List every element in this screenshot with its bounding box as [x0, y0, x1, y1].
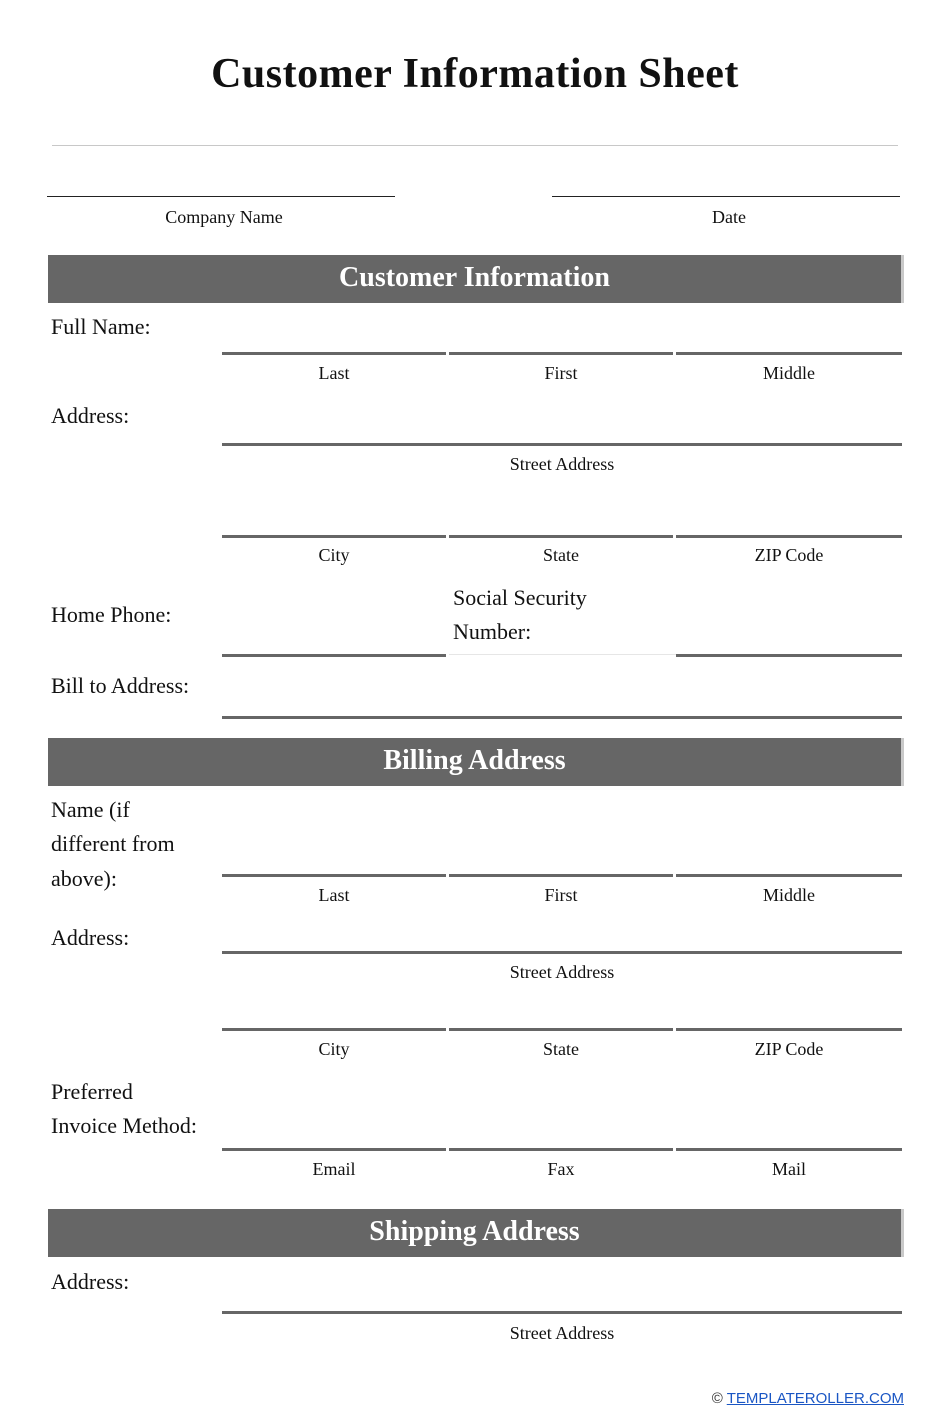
invoice-email-field[interactable]: [222, 1148, 446, 1151]
invoice-email-caption: Email: [312, 1159, 356, 1179]
billing-name-label-line2: different from: [51, 831, 175, 856]
last-name-field[interactable]: [222, 352, 446, 355]
date-field[interactable]: [552, 196, 900, 197]
city-caption: City: [318, 545, 350, 565]
shipping-street-address-caption: Street Address: [509, 1323, 615, 1343]
last-caption: Last: [318, 363, 350, 383]
page-title: Customer Information Sheet: [211, 51, 739, 97]
ssn-label-line1: Social Security: [453, 585, 587, 610]
zip-caption: ZIP Code: [754, 545, 824, 565]
middle-caption: Middle: [763, 363, 815, 383]
copyright-symbol: ©: [711, 1390, 723, 1407]
full-name-label: Full Name:: [51, 314, 151, 339]
billing-zip-caption: ZIP Code: [754, 1039, 824, 1059]
state-caption: State: [543, 545, 579, 565]
billing-address-header: Billing Address: [48, 738, 904, 786]
shipping-address-header: Shipping Address: [48, 1209, 904, 1257]
billing-middle-name-field[interactable]: [676, 874, 902, 877]
home-phone-field[interactable]: [222, 654, 446, 657]
billing-street-address-caption: Street Address: [509, 962, 615, 982]
billing-middle-caption: Middle: [763, 885, 815, 905]
bill-to-address-field[interactable]: [222, 716, 902, 719]
zip-field[interactable]: [676, 535, 902, 538]
middle-name-field[interactable]: [676, 352, 902, 355]
title-divider: [52, 145, 898, 146]
invoice-fax-caption: Fax: [547, 1159, 575, 1179]
billing-state-field[interactable]: [449, 1028, 673, 1031]
footer-credit: [712, 1390, 904, 1407]
city-field[interactable]: [222, 535, 446, 538]
invoice-method-label-line2: Invoice Method:: [51, 1113, 198, 1138]
first-name-field[interactable]: [449, 352, 673, 355]
state-field[interactable]: [449, 535, 673, 538]
ssn-field[interactable]: [676, 654, 902, 657]
billing-name-label-line3: above):: [51, 866, 117, 891]
ssn-label-line2: Number:: [453, 619, 532, 644]
invoice-mail-field[interactable]: [676, 1148, 902, 1151]
billing-first-name-field[interactable]: [449, 874, 673, 877]
shipping-address-label: Address:: [51, 1269, 130, 1294]
company-name-field[interactable]: [47, 196, 395, 197]
customer-information-header: Customer Information: [48, 255, 904, 303]
first-caption: First: [544, 363, 578, 383]
billing-city-field[interactable]: [222, 1028, 446, 1031]
billing-last-name-field[interactable]: [222, 874, 446, 877]
company-name-label: Company Name: [165, 207, 283, 227]
billing-last-caption: Last: [318, 885, 350, 905]
home-phone-label: Home Phone:: [51, 602, 172, 627]
invoice-mail-caption: Mail: [772, 1159, 806, 1179]
billing-city-caption: City: [318, 1039, 350, 1059]
billing-state-caption: State: [543, 1039, 579, 1059]
billing-address-label: Address:: [51, 925, 130, 950]
billing-street-address-field[interactable]: [222, 951, 902, 954]
billing-name-label-line1: Name (if: [51, 797, 130, 822]
billing-first-caption: First: [544, 885, 578, 905]
billing-zip-field[interactable]: [676, 1028, 902, 1031]
templateroller-link[interactable]: TEMPLATEROLLER.COM: [726, 1390, 904, 1407]
invoice-fax-field[interactable]: [449, 1148, 673, 1151]
address-label: Address:: [51, 403, 130, 428]
street-address-field[interactable]: [222, 443, 902, 446]
street-address-caption: Street Address: [509, 454, 615, 474]
invoice-method-label-line1: Preferred: [51, 1079, 133, 1104]
date-label: Date: [712, 207, 746, 227]
shipping-street-address-field[interactable]: [222, 1311, 902, 1314]
bill-to-address-label: Bill to Address:: [51, 673, 190, 698]
